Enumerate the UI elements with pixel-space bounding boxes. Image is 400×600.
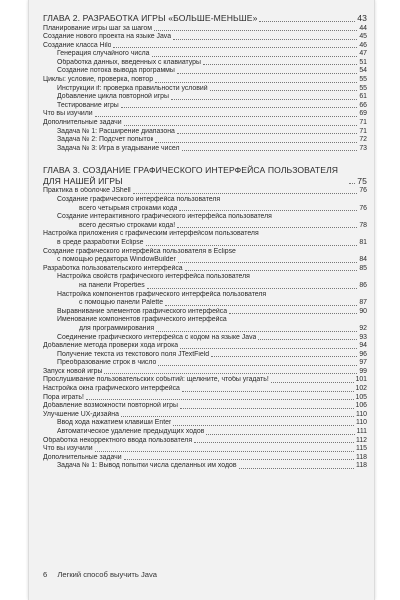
toc-entry <box>43 273 367 282</box>
leader-dots <box>173 425 354 426</box>
toc-entry-page: 71 <box>359 119 367 127</box>
toc-entry <box>43 265 367 274</box>
toc-entry-page: 99 <box>359 367 367 375</box>
leader-dots <box>146 245 358 246</box>
leader-dots <box>203 64 357 65</box>
toc-entry-page: 105 <box>355 393 367 401</box>
toc-entry-page: 111 <box>356 428 367 436</box>
toc-entry <box>43 437 367 446</box>
leader-dots <box>86 399 354 400</box>
toc-entry-page: 115 <box>356 445 367 453</box>
toc-entry <box>43 248 367 257</box>
leader-dots <box>259 21 355 22</box>
toc-entry <box>43 205 367 214</box>
toc-entry-text: Задача № 3: Игра в угадывание чисел <box>57 144 180 152</box>
leader-dots <box>179 210 357 211</box>
toc-entry-page: 72 <box>359 136 367 144</box>
toc-entry-page: 78 <box>359 221 367 229</box>
toc-entry-page: 55 <box>359 84 367 92</box>
leader-dots <box>95 451 354 452</box>
book-page <box>28 0 375 600</box>
toc-entry-text: Дополнительные задачи <box>43 119 122 127</box>
toc-entry-text: Автоматическое удаление предыдущих ходов <box>57 428 205 436</box>
toc-entry-text: Практика в оболочке JShell <box>43 187 131 195</box>
toc-entry <box>43 33 367 42</box>
leader-dots <box>121 416 354 417</box>
toc-entry-text: Настройка окна графического интерфейса <box>43 385 180 393</box>
toc-entry-text: Добавление метода проверки хода игрока <box>43 342 179 350</box>
toc-entry-text: Инструкции if: проверка правильности условий <box>57 84 208 92</box>
toc-entry <box>43 334 367 343</box>
chapter-page: 43 <box>357 13 367 23</box>
toc-entry-page: 71 <box>359 127 367 135</box>
toc-entry-page: 118 <box>356 453 367 461</box>
chapter-title: ГЛАВА 2. РАЗРАБОТКА ИГРЫ «БОЛЬШЕ-МЕНЬШЕ» <box>43 13 258 23</box>
leader-dots <box>121 107 358 108</box>
toc-entry <box>43 110 367 119</box>
toc-entry-page: 86 <box>359 281 367 289</box>
toc-entry <box>43 282 367 291</box>
toc-entry-text: Циклы: условие, проверка, повтор <box>43 76 154 84</box>
toc-entry-page: 102 <box>355 385 367 393</box>
leader-dots <box>171 99 357 100</box>
leader-dots <box>104 373 357 374</box>
toc-entry <box>43 196 367 205</box>
leader-dots <box>177 133 358 134</box>
leader-dots <box>194 442 354 443</box>
leader-dots <box>211 356 357 357</box>
toc-entry-text: Соединение графического интерфейса с кодом на языке Java <box>57 333 257 341</box>
leader-dots <box>165 305 357 306</box>
toc-entry-text: Преобразование строк в число <box>57 359 157 367</box>
toc-entry <box>43 419 367 428</box>
leader-dots <box>206 434 354 435</box>
toc-entry-text: всего десятью строками кода! <box>79 221 176 229</box>
toc-entry-page: 97 <box>359 359 367 367</box>
leader-dots <box>258 339 357 340</box>
toc-entry-text: Задача № 2: Подсчет попыток <box>57 136 154 144</box>
toc-entry <box>43 402 367 411</box>
leader-dots <box>155 82 357 83</box>
toc-entry-text: Обработка данных, введенных с клавиатуры <box>57 58 201 66</box>
leader-dots <box>152 56 358 57</box>
toc-entry <box>43 411 367 420</box>
toc-entry-page: 85 <box>359 264 367 272</box>
chapter-3-entries <box>43 187 367 471</box>
toc-entry-text: Разработка пользовательского интерфейса <box>43 264 183 272</box>
leader-dots <box>349 183 355 184</box>
toc-entry-page: 110 <box>356 410 367 418</box>
toc-entry-page: 51 <box>359 58 367 66</box>
page-footer <box>43 570 157 579</box>
toc-entry <box>43 222 367 231</box>
toc-entry <box>43 145 367 154</box>
toc-entry-page: 96 <box>359 350 367 358</box>
toc-entry-page: 66 <box>359 101 367 109</box>
toc-entry <box>43 376 367 385</box>
toc-entry-text: Настройка свойств графического интерфейса пользователя <box>57 273 250 281</box>
toc-entry-page: 84 <box>359 256 367 264</box>
toc-entry-text: с помощью редактора WindowBuilder <box>57 256 176 264</box>
toc-entry-text: Запуск новой игры <box>43 367 103 375</box>
leader-dots <box>180 408 354 409</box>
toc-entry-page: 93 <box>359 333 367 341</box>
toc-entry-text: Создание потока вывода программы <box>57 67 175 75</box>
chapter-2-entries <box>43 25 367 154</box>
toc-entry-text: Создание интерактивного графического интерфейса пользователя <box>57 213 272 221</box>
toc-entry-text: Настройка приложения с графическим интерфейсом пользователя <box>43 230 259 238</box>
toc-entry <box>43 454 367 463</box>
toc-entry-page: 76 <box>359 187 367 195</box>
leader-dots <box>173 39 357 40</box>
toc-entry <box>43 308 367 317</box>
toc-entry-page: 73 <box>359 144 367 152</box>
toc-entry <box>43 136 367 145</box>
toc-entry <box>43 93 367 102</box>
toc-entry <box>43 85 367 94</box>
toc-entry <box>43 359 367 368</box>
toc-entry <box>43 25 367 34</box>
toc-entry <box>43 102 367 111</box>
toc-entry-page: 81 <box>359 238 367 246</box>
leader-dots <box>133 193 358 194</box>
running-title: Легкий способ выучить Java <box>57 570 158 579</box>
chapter-page: 75 <box>357 175 367 186</box>
toc-entry-text: Ввод хода нажатием клавиши Enter <box>57 419 172 427</box>
toc-entry <box>43 316 367 325</box>
toc-entry-text: Планирование игры шаг за шагом <box>43 24 152 32</box>
toc-entry-text: Настройка компонентов графического интерфейса пользователя <box>57 290 267 298</box>
toc-entry-page: 90 <box>359 307 367 315</box>
toc-entry-text: Обработка некорректного ввода пользователя <box>43 436 193 444</box>
toc-entry-text: Создание графического интерфейса пользователя <box>57 196 221 203</box>
leader-dots <box>182 391 354 392</box>
toc-entry <box>43 239 367 248</box>
toc-entry-text: Добавление цикла повторной игры <box>57 93 169 101</box>
leader-dots <box>147 288 358 289</box>
toc-entry <box>43 67 367 76</box>
toc-entry-text: Создание нового проекта на языке Java <box>43 33 172 41</box>
table-of-contents <box>43 13 367 471</box>
toc-entry-page: 44 <box>359 24 367 32</box>
toc-entry <box>43 59 367 68</box>
toc-entry-text: Улучшение UX-дизайна <box>43 410 119 418</box>
leader-dots <box>178 262 358 263</box>
leader-dots <box>177 73 357 74</box>
toc-entry-page: 55 <box>359 76 367 84</box>
toc-entry-page: 118 <box>356 462 367 470</box>
chapter-heading <box>43 13 367 24</box>
toc-entry <box>43 76 367 85</box>
toc-entry-text: Что вы изучили <box>43 110 93 118</box>
toc-entry <box>43 50 367 59</box>
toc-entry-text: Выравнивание элементов графического интерфейса <box>57 307 228 315</box>
toc-entry <box>43 342 367 351</box>
toc-entry-text: Прослушивание пользовательских событий: щелкните, чтобы угадать! <box>43 376 269 384</box>
toc-entry-text: Получение текста из текстового поля JTextField <box>57 350 210 358</box>
leader-dots <box>113 47 357 48</box>
toc-entry-text: Что вы изучили <box>43 445 93 453</box>
leader-dots <box>158 365 357 366</box>
toc-entry <box>43 213 367 222</box>
toc-entry-text: Тестирование игры <box>57 101 119 109</box>
toc-entry-page: 101 <box>355 376 367 384</box>
chapter-heading <box>43 165 367 186</box>
leader-dots <box>239 468 355 469</box>
toc-entry <box>43 230 367 239</box>
chapter-title: ГЛАВА 3. СОЗДАНИЕ ГРАФИЧЕСКОГО ИНТЕРФЕЙСА ПОЛЬЗОВАТЕЛЯ ДЛЯ НАШЕЙ ИГРЫ <box>43 165 339 186</box>
toc-entry <box>43 256 367 265</box>
leader-dots <box>177 227 357 228</box>
toc-entry <box>43 291 367 300</box>
leader-dots <box>124 125 358 126</box>
toc-entry-text: Создание класса Hilo <box>43 41 112 49</box>
toc-entry <box>43 119 367 128</box>
toc-entry-page: 61 <box>359 93 367 101</box>
toc-entry-text: Пора играть! <box>43 393 84 401</box>
toc-entry <box>43 445 367 454</box>
toc-entry-page: 45 <box>359 33 367 41</box>
toc-entry-page: 76 <box>359 204 367 212</box>
toc-entry <box>43 128 367 137</box>
toc-entry-text: Создание графического интерфейса пользователя в Eclipse <box>43 247 236 255</box>
toc-entry-text: Задача № 1: Вывод попытки числа сделанных им ходов <box>57 462 237 470</box>
toc-entry <box>43 385 367 394</box>
toc-entry <box>43 428 367 437</box>
toc-entry-text: в среде разработки Eclipse <box>57 238 144 246</box>
toc-entry-page: 87 <box>359 299 367 307</box>
toc-entry <box>43 325 367 334</box>
leader-dots <box>210 90 358 91</box>
leader-dots <box>124 459 354 460</box>
toc-entry-page: 92 <box>359 324 367 332</box>
toc-entry-page: 106 <box>355 402 367 410</box>
toc-entry-page: 69 <box>359 110 367 118</box>
toc-entry-text: Задача № 1: Расширение диапазона <box>57 127 175 135</box>
toc-entry-page: 112 <box>356 436 367 444</box>
toc-entry-page: 94 <box>359 342 367 350</box>
leader-dots <box>154 30 357 31</box>
toc-entry-page: 47 <box>359 50 367 58</box>
toc-entry <box>43 394 367 403</box>
toc-entry-text: на панели Properties <box>79 281 145 289</box>
toc-entry <box>43 462 367 471</box>
toc-entry-text: Генерация случайного числа <box>57 50 150 58</box>
toc-entry-text: Дополнительные задачи <box>43 453 122 461</box>
toc-entry-text: всего четырьмя строками кода <box>79 204 178 212</box>
leader-dots <box>271 382 354 383</box>
toc-entry-text: для программирования <box>79 324 155 332</box>
leader-dots <box>182 150 358 151</box>
leader-dots <box>185 270 358 271</box>
toc-entry <box>43 187 367 196</box>
toc-entry-page: 54 <box>359 67 367 75</box>
leader-dots <box>229 313 357 314</box>
toc-entry-page: 110 <box>356 419 367 427</box>
leader-dots <box>95 116 358 117</box>
leader-dots <box>180 348 357 349</box>
toc-entry <box>43 368 367 377</box>
toc-entry-text: с помощью панели Palette <box>79 299 164 307</box>
leader-dots <box>156 331 357 332</box>
toc-entry-text: Добавление возможности повторной игры <box>43 402 178 410</box>
toc-entry <box>43 42 367 51</box>
toc-entry <box>43 351 367 360</box>
toc-entry <box>43 299 367 308</box>
toc-entry-page: 46 <box>359 41 367 49</box>
leader-dots <box>155 142 357 143</box>
page-number: 6 <box>43 570 48 579</box>
toc-entry-text: Именование компонентов графического интерфейса <box>57 316 227 324</box>
